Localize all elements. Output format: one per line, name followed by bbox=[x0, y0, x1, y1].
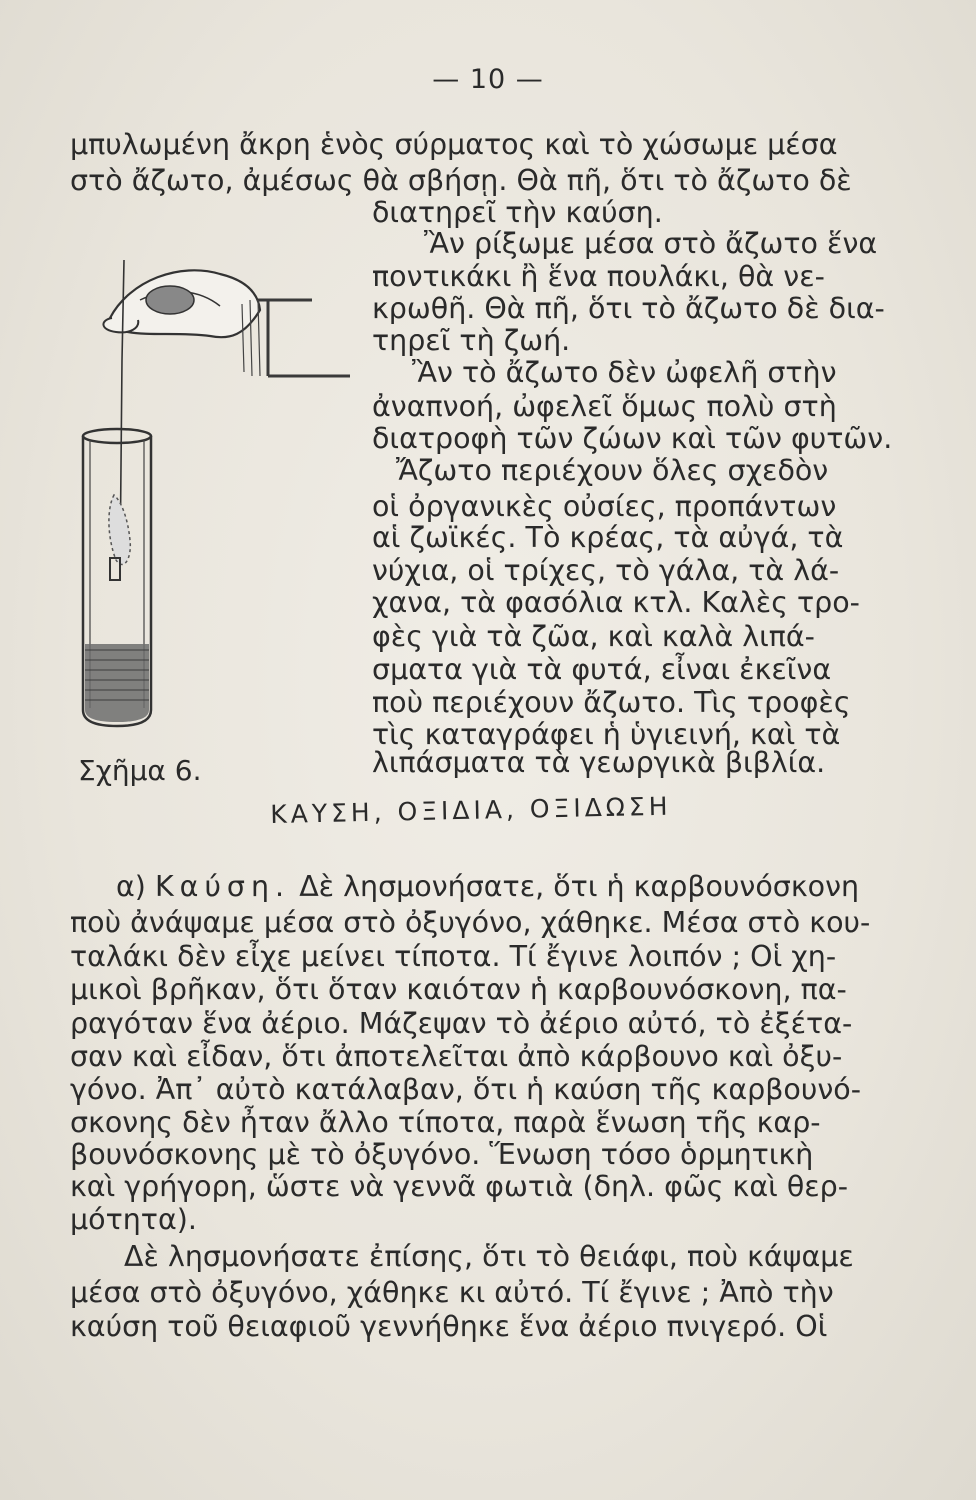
section-line-7: σκονης δὲν ἦταν ἄλλο τίποτα, παρὰ ἕνωση τῆς καρ- bbox=[70, 1106, 821, 1139]
section-line-3: μικοὶ βρῆκαν, ὅτι ὅταν καιόταν ἡ καρβουνόσκονη, πα- bbox=[70, 973, 847, 1006]
column-line-10: οἱ ὀργανικὲς οὐσίες, προπάντων bbox=[372, 490, 837, 523]
section-line-1: ποὺ ἀνάψαμε μέσα στὸ ὀξυγόνο, χάθηκε. Μέσα στὸ κου- bbox=[70, 906, 871, 939]
column-line-11: αἱ ζωϊκές. Τὸ κρέας, τὰ αὐγά, τὰ bbox=[372, 521, 844, 554]
column-line-7: ἀναπνοή, ὠφελεῖ ὅμως πολὺ στὴ bbox=[372, 390, 837, 423]
column-line-17: τὶς καταγράφει ἡ ὑγιεινή, καὶ τὰ bbox=[372, 718, 841, 751]
page-number: — 10 — bbox=[432, 64, 544, 95]
column-line-5: τηρεῖ τὴ ζωή. bbox=[372, 324, 571, 357]
section-line-13: καύση τοῦ θειαφιοῦ γεννήθηκε ἕνα ἀέριο πνιγερό. Οἱ bbox=[70, 1310, 828, 1343]
section-first-line-text: Δὲ λησμονήσατε, ὅτι ἡ καρβουνόσκονη bbox=[299, 870, 860, 903]
column-line-2: Ἂν ρίξωμε μέσα στὸ ἄζωτο ἕνα bbox=[424, 227, 878, 260]
section-line-8: βουνόσκονης μὲ τὸ ὀξυγόνο. Ἕνωση τόσο ὁρμητικὴ bbox=[70, 1138, 814, 1171]
column-line-3: ποντικάκι ἢ ἕνα πουλάκι, θὰ νε- bbox=[372, 260, 825, 293]
figure-caption: Σχῆμα 6. bbox=[78, 754, 202, 787]
section-line-10: μότητα). bbox=[70, 1203, 197, 1236]
section-line-4: ραγόταν ἕνα ἀέριο. Μάζεψαν τὸ ἀέριο αὐτό, τὸ ἐξέτα- bbox=[70, 1007, 853, 1040]
intro-line-1: μπυλωμένη ἄκρη ἑνὸς σύρματος καὶ τὸ χώσωμε μέσα bbox=[70, 128, 838, 161]
column-line-18: λιπάσματα τὰ γεωργικὰ βιβλία. bbox=[372, 746, 826, 779]
section-first-line bbox=[116, 870, 859, 904]
column-line-12: νύχια, οἱ τρίχες, τὸ γάλα, τὰ λά- bbox=[372, 554, 840, 587]
column-line-16: ποὺ περιέχουν ἄζωτο. Τὶς τροφὲς bbox=[372, 686, 851, 719]
column-line-14: φὲς γιὰ τὰ ζῶα, καὶ καλὰ λιπά- bbox=[372, 620, 815, 653]
hand-wire-test-tube-drawing bbox=[70, 240, 370, 740]
column-line-1: διατηρεῖ τὴν καύση. bbox=[372, 196, 663, 229]
section-line-11: Δὲ λησμονήσατε ἐπίσης, ὅτι τὸ θειάφι, ποὺ κάψαμε bbox=[124, 1240, 854, 1273]
section-label-prefix: α) bbox=[116, 870, 155, 903]
section-line-6: γόνο. Ἀπ᾽ αὐτὸ κατάλαβαν, ὅτι ἡ καύση τῆς καρβουνό- bbox=[70, 1073, 861, 1106]
section-label-term: Καύση. bbox=[154, 870, 291, 903]
column-line-13: χανα, τὰ φασόλια κτλ. Καλὲς τρο- bbox=[372, 586, 860, 619]
section-line-12: μέσα στὸ ὀξυγόνο, χάθηκε κι αὐτό. Τί ἔγινε ; Ἀπὸ τὴν bbox=[70, 1276, 834, 1309]
section-line-5: σαν καὶ εἶδαν, ὅτι ἀποτελεῖται ἀπὸ κάρβουνο καὶ ὀξυ- bbox=[70, 1040, 843, 1073]
section-heading: ΚΑΥΣΗ, ΟΞΙΔΙΑ, ΟΞΙΔΩΣΗ bbox=[270, 791, 672, 829]
column-line-4: κρωθῆ. Θὰ πῆ, ὅτι τὸ ἄζωτο δὲ δια- bbox=[372, 292, 885, 325]
column-line-9: Ἄζωτο περιέχουν ὅλες σχεδὸν bbox=[396, 454, 829, 487]
column-line-8: διατροφὴ τῶν ζώων καὶ τῶν φυτῶν. bbox=[372, 422, 893, 455]
column-line-6: Ἂν τὸ ἄζωτο δὲν ὠφελῆ στὴν bbox=[412, 356, 837, 389]
figure-6-illustration bbox=[70, 240, 370, 740]
intro-line-2: στὸ ἄζωτο, ἀμέσως θὰ σβήσῃ. Θὰ πῆ, ὅτι τὸ ἄζωτο δὲ bbox=[70, 164, 852, 197]
column-line-15: σματα γιὰ τὰ φυτά, εἶναι ἐκεῖνα bbox=[372, 653, 832, 686]
section-line-9: καὶ γρήγορη, ὥστε νὰ γεννᾶ φωτιὰ (δηλ. φῶς καὶ θερ- bbox=[70, 1170, 849, 1203]
section-line-2: ταλάκι δὲν εἶχε μείνει τίποτα. Τί ἔγινε λοιπόν ; Οἱ χη- bbox=[70, 940, 837, 973]
